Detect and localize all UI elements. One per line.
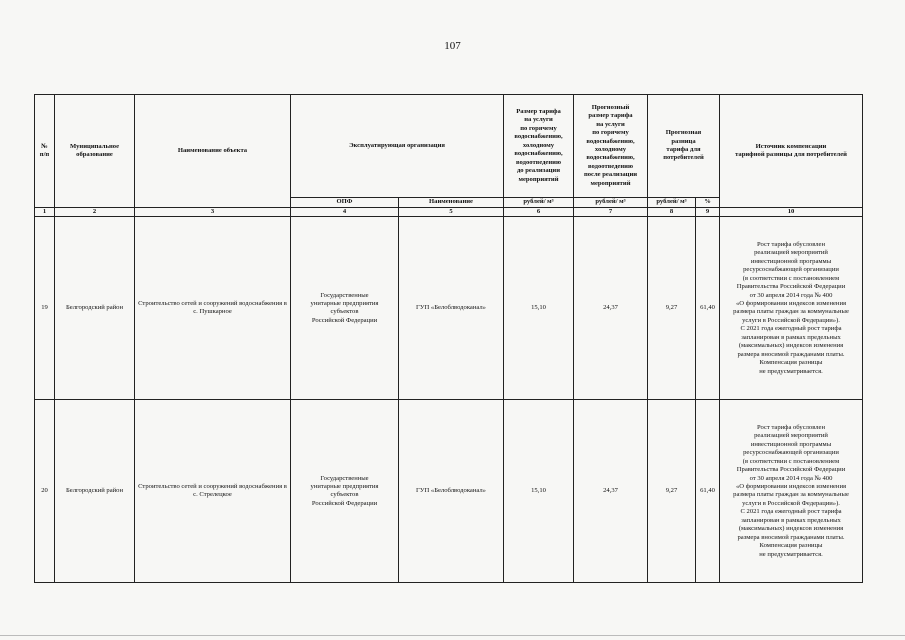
- column-number: 6: [504, 208, 574, 217]
- header-municipality: Муниципальное образование: [55, 95, 135, 208]
- row-num: 20: [35, 400, 55, 583]
- header-unit-diff: рублей/ м³: [648, 198, 696, 208]
- header-forecast-tariff: Прогнозный размер тарифа на услуги по горячему водоснабжению, холодному водоснабжению, водоотведению после реализации мероприятий: [574, 95, 648, 198]
- tariff-table: [34, 94, 863, 583]
- header-sources: Источник компенсации тарифной разницы для потребителей: [720, 95, 863, 208]
- header-tariff: Размер тарифа на услуги по горячему водоснабжению, холодному водоснабжению, водоотведению до реализации мероприятий: [504, 95, 574, 198]
- column-number: 1: [35, 208, 55, 217]
- header-num: № п/п: [35, 95, 55, 208]
- header-object: Наименование объекта: [135, 95, 291, 208]
- column-number: 7: [574, 208, 648, 217]
- header-name: Наименование: [399, 198, 504, 208]
- row-object: Строительство сетей и сооружений водоснабжения в с. Пушкарное: [135, 217, 291, 400]
- row-tariff: 15,10: [504, 400, 574, 583]
- header-percent: %: [696, 198, 720, 208]
- column-number-row: [35, 208, 863, 217]
- row-forecast: 24,37: [574, 217, 648, 400]
- table-row: [35, 400, 863, 583]
- scan-edge-line: [0, 635, 905, 636]
- row-compensation: Рост тарифа обусловлен реализацией мероприятий инвестиционной программы ресурсоснабжающей организации (в соответствии с постановлением Правительства Российской Федерации от 30 апреля 2014 года № 400 «О формировании индексов изменения размера платы граждан за коммунальные услуги в Российской Федерации»). С 2021 года ежегодный рост тарифа запланирован в рамках предельных (максимальных) индексов изменения размера вносимой гражданами платы. Компенсация разницы не предусматривается.: [720, 400, 863, 583]
- header-forecast-diff: Прогнозная разница тарифа для потребителей: [648, 95, 720, 198]
- column-number: 4: [291, 208, 399, 217]
- column-number: 2: [55, 208, 135, 217]
- row-diff-rub: 9,27: [648, 217, 696, 400]
- row-municipality: Белгородский район: [55, 400, 135, 583]
- row-num: 19: [35, 217, 55, 400]
- row-forecast: 24,37: [574, 400, 648, 583]
- row-diff-pct: 61,40: [696, 400, 720, 583]
- row-compensation: Рост тарифа обусловлен реализацией мероприятий инвестиционной программы ресурсоснабжающей организации (в соответствии с постановлением Правительства Российской Федерации от 30 апреля 2014 года № 400 «О формировании индексов изменения размера платы граждан за коммунальные услуги в Российской Федерации»). С 2021 года ежегодный рост тарифа запланирован в рамках предельных (максимальных) индексов изменения размера вносимой гражданами платы. Компенсация разницы не предусматривается.: [720, 217, 863, 400]
- page-number: 107: [444, 40, 461, 52]
- row-tariff: 15,10: [504, 217, 574, 400]
- column-number: 10: [720, 208, 863, 217]
- row-org-name: ГУП «Белоблводоканал»: [399, 400, 504, 583]
- row-opf: Государственные унитарные предприятия субъектов Российской Федерации: [291, 400, 399, 583]
- column-number: 5: [399, 208, 504, 217]
- row-org-name: ГУП «Белоблводоканал»: [399, 217, 504, 400]
- row-object: Строительство сетей и сооружений водоснабжения в с. Стрелецкое: [135, 400, 291, 583]
- row-opf: Государственные унитарные предприятия субъектов Российской Федерации: [291, 217, 399, 400]
- header-org: Эксплуатирующая организация: [291, 95, 504, 198]
- row-municipality: Белгородский район: [55, 217, 135, 400]
- row-diff-pct: 61,40: [696, 217, 720, 400]
- header-unit-tariff: рублей/ м³: [504, 198, 574, 208]
- column-number: 8: [648, 208, 696, 217]
- header-opf: ОПФ: [291, 198, 399, 208]
- header-unit-forecast: рублей/ м³: [574, 198, 648, 208]
- column-number: 9: [696, 208, 720, 217]
- row-diff-rub: 9,27: [648, 400, 696, 583]
- column-number: 3: [135, 208, 291, 217]
- table-row: [35, 217, 863, 400]
